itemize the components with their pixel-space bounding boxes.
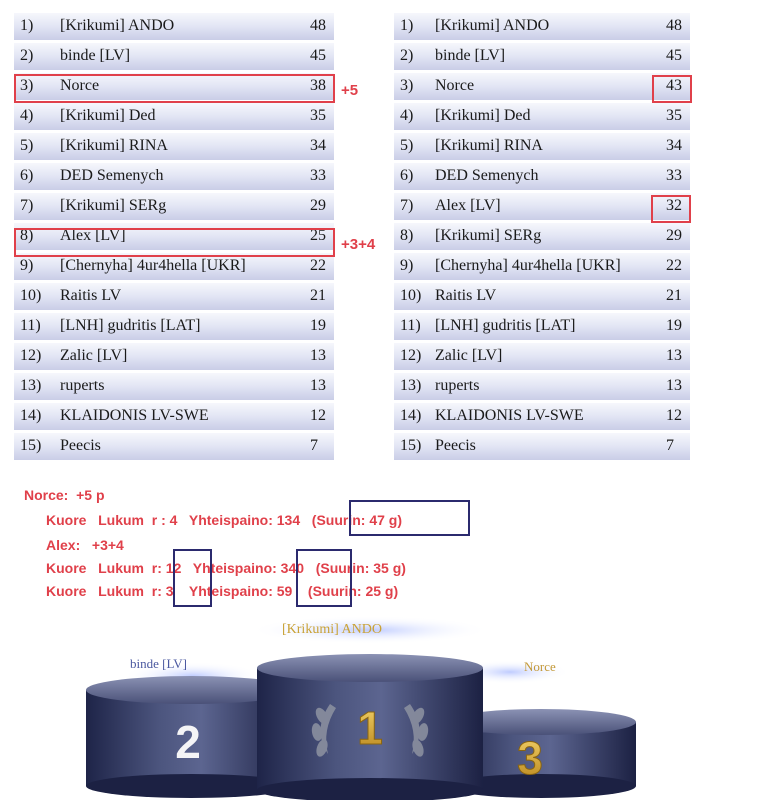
points-cell: 33 — [310, 167, 326, 184]
table-row — [14, 193, 334, 220]
player-name-cell: ruperts — [435, 377, 480, 394]
rank-cell: 2) — [400, 47, 414, 64]
points-cell: 48 — [310, 17, 326, 34]
player-name-cell: [LNH] gudritis [LAT] — [435, 317, 576, 334]
points-cell: 34 — [310, 137, 326, 154]
player-name-cell: Alex [LV] — [60, 227, 126, 244]
podium-name-second: binde [LV] — [130, 656, 187, 671]
podium-number-first: 1 — [357, 702, 383, 754]
points-cell: 29 — [666, 227, 682, 244]
rank-cell: 15) — [400, 437, 422, 454]
player-name-cell: ruperts — [60, 377, 105, 394]
table-row — [14, 313, 334, 340]
rank-cell: 7) — [400, 197, 414, 214]
rank-cell: 3) — [400, 77, 414, 94]
table-row — [14, 403, 334, 430]
player-name-cell: [Krikumi] SERg — [60, 197, 167, 214]
rank-cell: 11) — [20, 317, 41, 334]
rank-cell: 7) — [20, 197, 34, 214]
table-row — [394, 433, 690, 460]
player-name-cell: [Krikumi] ANDO — [435, 17, 550, 34]
player-name-cell: Norce — [60, 77, 100, 94]
player-name-cell: [Krikumi] Ded — [435, 107, 531, 124]
rank-cell: 4) — [400, 107, 414, 124]
points-cell: 34 — [666, 137, 682, 154]
points-cell: 29 — [310, 197, 326, 214]
player-name-cell: KLAIDONIS LV-SWE — [60, 407, 209, 424]
rank-cell: 10) — [400, 287, 422, 304]
rank-cell: 13) — [20, 377, 42, 394]
points-cell: 33 — [666, 167, 682, 184]
rank-cell: 9) — [400, 257, 414, 274]
player-name-cell: Norce — [435, 77, 475, 94]
table-row — [14, 163, 334, 190]
points-cell: 19 — [310, 317, 326, 334]
table-row — [14, 373, 334, 400]
note-alex-header: Alex: +3+4 — [46, 537, 124, 553]
rank-cell: 4) — [20, 107, 34, 124]
table-row — [14, 433, 334, 460]
highlight-box-count-alex — [173, 549, 212, 607]
points-cell: 45 — [310, 47, 326, 64]
points-cell: 19 — [666, 317, 682, 334]
rank-cell: 11) — [400, 317, 421, 334]
podium-number-third: 3 — [517, 732, 543, 784]
points-cell: 25 — [310, 227, 326, 244]
points-cell: 45 — [666, 47, 682, 64]
player-name-cell: [Krikumi] RINA — [60, 137, 168, 154]
points-cell: 21 — [310, 287, 326, 304]
points-cell: 22 — [666, 257, 682, 274]
rank-cell: 2) — [20, 47, 34, 64]
table-row — [394, 283, 690, 310]
player-name-cell: [Krikumi] ANDO — [60, 17, 175, 34]
bonus-label-norce: +5 — [341, 82, 359, 99]
rank-cell: 13) — [400, 377, 422, 394]
player-name-cell: [LNH] gudritis [LAT] — [60, 317, 201, 334]
points-cell: 32 — [666, 197, 682, 214]
highlight-box-suurin-47 — [349, 500, 470, 536]
points-cell: 35 — [666, 107, 682, 124]
table-row — [14, 253, 334, 280]
points-cell: 12 — [666, 407, 682, 424]
table-row — [394, 223, 690, 250]
table-row — [394, 103, 690, 130]
table-row — [14, 13, 334, 40]
points-cell: 38 — [310, 77, 326, 94]
rank-cell: 6) — [20, 167, 34, 184]
table-row — [394, 133, 690, 160]
rank-cell: 1) — [20, 17, 34, 34]
points-cell: 35 — [310, 107, 326, 124]
note-norce-header: Norce: +5 p — [24, 487, 105, 503]
points-cell: 21 — [666, 287, 682, 304]
table-row — [394, 373, 690, 400]
podium-name-first: [Krikumi] ANDO — [282, 622, 382, 637]
player-name-cell: [Chernyha] 4ur4hella [UKR] — [435, 257, 621, 274]
podium-graphic — [60, 612, 700, 800]
points-cell: 12 — [310, 407, 326, 424]
player-name-cell: Zalic [LV] — [60, 347, 128, 364]
table-row — [14, 283, 334, 310]
player-name-cell: KLAIDONIS LV-SWE — [435, 407, 584, 424]
table-row — [394, 343, 690, 370]
table-row — [394, 73, 690, 100]
player-name-cell: [Krikumi] RINA — [435, 137, 543, 154]
rank-cell: 5) — [400, 137, 414, 154]
rank-cell: 14) — [20, 407, 42, 424]
player-name-cell: [Chernyha] 4ur4hella [UKR] — [60, 257, 246, 274]
points-cell: 22 — [310, 257, 326, 274]
rank-cell: 8) — [20, 227, 34, 244]
player-name-cell: binde [LV] — [60, 47, 131, 64]
podium-number-second: 2 — [175, 716, 201, 768]
player-name-cell: Zalic [LV] — [435, 347, 503, 364]
note-norce-line: Kuore Lukum r : 4 Yhteispaino: 134 (Suurin: 47 g) — [46, 512, 403, 528]
player-name-cell: DED Semenych — [435, 167, 539, 184]
player-name-cell: [Krikumi] Ded — [60, 107, 156, 124]
rank-cell: 15) — [20, 437, 42, 454]
points-cell: 48 — [666, 17, 682, 34]
table-row — [394, 253, 690, 280]
rank-cell: 8) — [400, 227, 414, 244]
table-row — [394, 313, 690, 340]
rank-cell: 12) — [400, 347, 422, 364]
points-cell: 13 — [666, 347, 682, 364]
bonus-label-alex: +3+4 — [341, 236, 376, 253]
standings-table-after — [394, 13, 690, 463]
rank-cell: 14) — [400, 407, 422, 424]
points-cell: 13 — [666, 377, 682, 394]
highlight-box-alex-left — [14, 228, 335, 257]
player-name-cell: [Krikumi] SERg — [435, 227, 542, 244]
table-row — [14, 133, 334, 160]
table-row — [394, 403, 690, 430]
highlight-box-alex-right — [651, 195, 691, 223]
rank-cell: 1) — [400, 17, 414, 34]
podium-name-third: Norce — [524, 659, 556, 674]
note-alex-line1: Kuore Lukum r: 12 Yhteispaino: 340 (Suurin: 35 g) — [46, 560, 406, 576]
note-alex-line2: Kuore Lukum r: 3 Yhteispaino: 59 (Suurin: 25 g) — [46, 583, 399, 599]
points-cell: 43 — [666, 77, 682, 94]
highlight-box-norce-right — [652, 75, 692, 103]
points-cell: 7 — [310, 437, 318, 454]
table-row — [394, 193, 690, 220]
rank-cell: 6) — [400, 167, 414, 184]
highlight-box-weight-alex — [296, 549, 352, 607]
rank-cell: 9) — [20, 257, 34, 274]
rank-cell: 3) — [20, 77, 34, 94]
rank-cell: 5) — [20, 137, 34, 154]
rank-cell: 12) — [20, 347, 42, 364]
player-name-cell: Raitis LV — [435, 287, 497, 304]
points-cell: 7 — [666, 437, 674, 454]
player-name-cell: Peecis — [60, 437, 101, 454]
player-name-cell: Raitis LV — [60, 287, 122, 304]
table-row — [394, 163, 690, 190]
player-name-cell: Peecis — [435, 437, 476, 454]
rank-cell: 10) — [20, 287, 42, 304]
table-row — [14, 43, 334, 70]
podium — [60, 612, 700, 800]
table-row — [14, 343, 334, 370]
points-cell: 13 — [310, 347, 326, 364]
table-row — [394, 13, 690, 40]
player-name-cell: DED Semenych — [60, 167, 164, 184]
points-cell: 13 — [310, 377, 326, 394]
table-row — [14, 103, 334, 130]
player-name-cell: binde [LV] — [435, 47, 506, 64]
player-name-cell: Alex [LV] — [435, 197, 501, 214]
table-row — [394, 43, 690, 70]
highlight-box-norce-left — [14, 74, 335, 103]
